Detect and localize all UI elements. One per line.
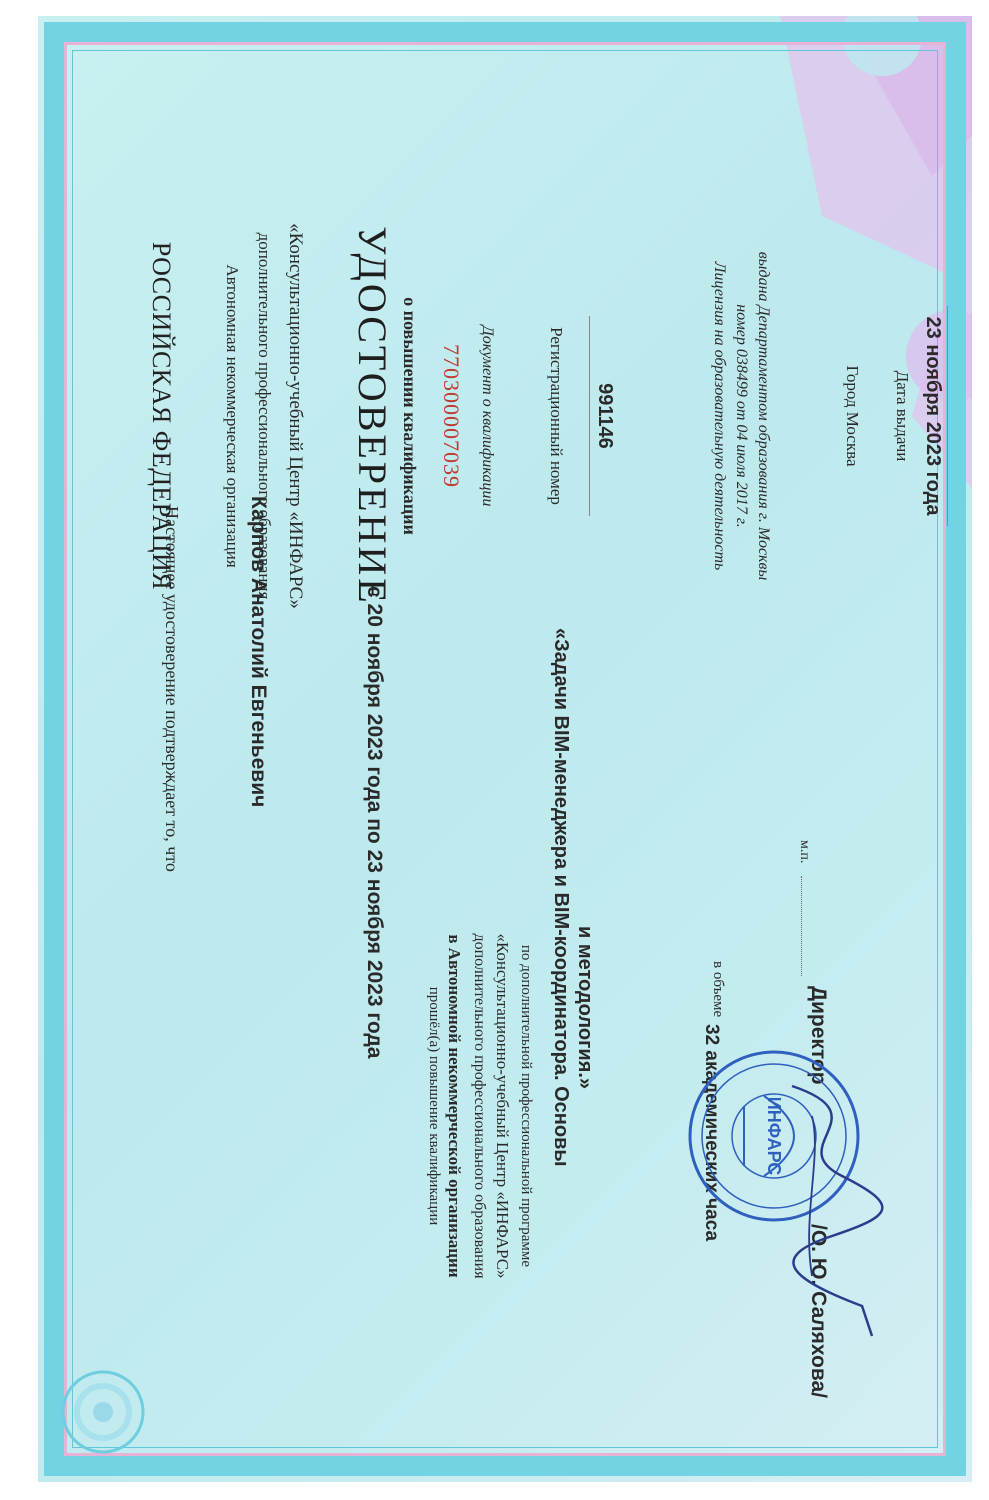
right-org-line2: дополнительного профессионального образования: [471, 933, 488, 1279]
passed-text: прошёл(а) повышение квалификации: [426, 986, 442, 1226]
document-caption: Документ о квалификации: [479, 325, 496, 507]
program-title-line2: и методология.»: [574, 926, 596, 1090]
left-org-line2: дополнительного профессионального образования: [255, 232, 274, 600]
director-name: /О. Ю. Саляхова/: [807, 1224, 830, 1398]
training-period: с 20 ноября 2023 года по 23 ноября 2023 года: [363, 586, 386, 1059]
director-label: Директор: [807, 986, 830, 1085]
registration-number: 991146: [594, 383, 616, 449]
city-label: Город Москва: [843, 365, 862, 467]
left-org-line1: Автономная некоммерческая организация: [223, 264, 242, 568]
document-subtitle: о повышении квалификации: [400, 297, 420, 535]
right-org-line1: в Автономной некоммерческой организации: [445, 934, 464, 1278]
registration-underline: [589, 316, 590, 516]
left-org-line3: «Консультационно-учебный Центр «ИНФАРС»: [285, 223, 306, 609]
volume-hours: 32 академических часа: [701, 1024, 722, 1242]
document-title: УДОСТОВЕРЕНИЕ: [350, 226, 395, 606]
intro-text: Настоящее удостоверение подтверждает то, что: [162, 506, 182, 872]
license-line3: выдана Департаментом образования г. Москвы: [755, 251, 772, 581]
issue-date: 23 ноября 2023 года: [922, 316, 944, 516]
program-title-line1: «Задачи BIM-менеджера и BIM-координатора. Основы: [550, 628, 572, 1167]
registration-caption: Регистрационный номер: [547, 327, 566, 505]
director-signature: [762, 1076, 902, 1356]
program-caption: по дополнительной профессиональной программе: [518, 944, 534, 1268]
svg-text:ИНФАРС: ИНФАРС: [764, 1096, 784, 1176]
right-org-line3: «Консультационно-учебный Центр «ИНФАРС»: [493, 933, 512, 1279]
issue-date-underline: [947, 306, 948, 526]
document-number: 770300007039: [439, 344, 464, 488]
volume-prefix: в объеме: [710, 961, 726, 1018]
license-line1: Лицензия на образовательную деятельность: [711, 261, 728, 571]
license-line2: номер 038499 от 04 июля 2017 г.: [733, 304, 750, 528]
certificate-sheet: [38, 16, 972, 1482]
mp-label: м.п.: [797, 840, 812, 864]
content-stage: [38, 16, 972, 1482]
mp-dotted-line: [801, 876, 802, 976]
holder-name: Карпов Анатолий Евгеньевич: [247, 496, 270, 808]
issue-date-caption: Дата выдачи: [893, 370, 912, 462]
country-title: РОССИЙСКАЯ ФЕДЕРАЦИЯ: [147, 241, 176, 591]
